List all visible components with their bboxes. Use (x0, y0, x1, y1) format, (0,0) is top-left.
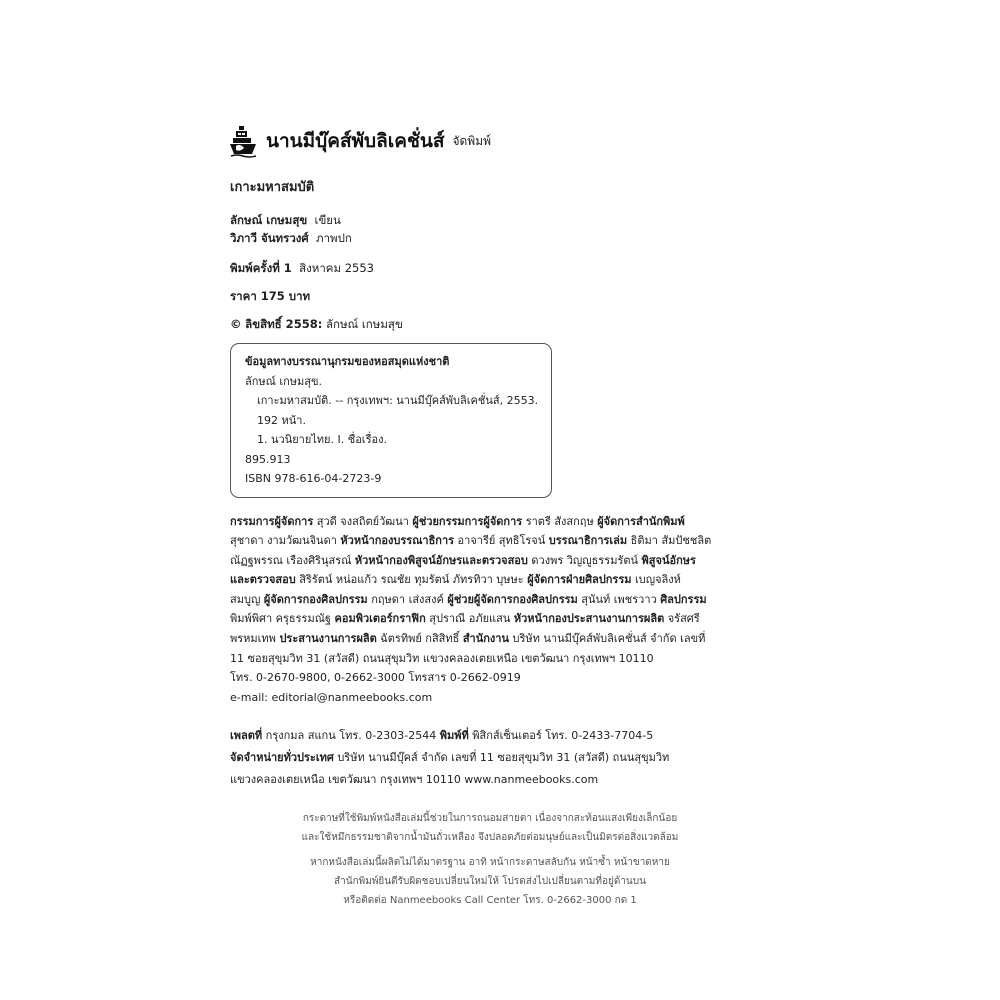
credit-value: กฤษดา เส่งสงค์ (371, 592, 444, 606)
cip-line: ISBN 978-616-04-2723-9 (245, 472, 382, 485)
credit-role: กรรมการผู้จัดการ (230, 514, 314, 528)
cip-line: ลักษณ์ เกษมสุข. (245, 374, 323, 388)
credit-value: เบญจลิงห์ (635, 573, 681, 587)
notice-line: กระดาษที่ใช้พิมพ์หนังสือเล่มนี้ช่วยในการถนอมสายตา เนื่องจากสะท้อนแสงเพียงเล็กน้อย (302, 813, 678, 825)
credit-value: ธิติมา สัมปัชชลิต (630, 534, 712, 548)
publisher-header (230, 118, 750, 164)
illustrator-name: วิภาวี จันทรวงศ์ (230, 231, 309, 245)
copyright-owner: ลักษณ์ เกษมสุข (325, 317, 403, 331)
book-title: เกาะมหาสมบัติ (230, 180, 315, 195)
credit-value: บริษัท นานมีบุ๊คส์พับลิเคชั่นส์ จำกัด เลขที่ (512, 632, 706, 646)
credit-row (230, 590, 750, 610)
credit-row (230, 609, 750, 629)
author-line (230, 211, 750, 229)
notice-line: หรือติดต่อ Nanmeebooks Call Center โทร. 0-2662-3000 กด 1 (343, 895, 637, 907)
edition-date: สิงหาคม 2553 (299, 261, 374, 275)
imprint-page (230, 118, 750, 910)
price-line: ราคา 175 บาท (230, 289, 311, 303)
notice-line: และใช้หมึกธรรมชาติจากน้ำมันถั่วเหลือง จึงปลอดภัยต่อมนุษย์และเป็นมิตรต่อสิ่งแวดล้อม (301, 832, 679, 844)
copyright-symbol: © (230, 317, 242, 331)
credit-role: คอมพิวเตอร์กราฟิก (334, 612, 426, 626)
credit-role: และตรวจสอบ (230, 573, 296, 587)
illustrator-line (230, 229, 750, 247)
credit-value: พิสิกส์เซ็นเตอร์ โทร. 0-2433-7704-5 (472, 729, 654, 743)
notice-line: สำนักพิมพ์ยินดีรับผิดชอบเปลี่ยนใหม่ให้ โปรดส่งไปเปลี่ยนตามที่อยู่ด้านบน (334, 876, 646, 888)
credit-row (230, 531, 750, 551)
credit-row (230, 512, 750, 532)
credit-value: สมบูญ (230, 592, 261, 606)
cip-heading: ข้อมูลทางบรรณานุกรมของหอสมุดแห่งชาติ (245, 355, 450, 368)
credit-role: หัวหน้ากองบรรณาธิการ (340, 534, 455, 548)
paper-notice (230, 809, 750, 910)
credit-role: พิมพ์ที่ (439, 729, 469, 743)
credit-value: e-mail: editorial@nanmeebooks.com (230, 690, 433, 704)
ship-logo-icon (230, 124, 258, 158)
author-role: เขียน (314, 213, 341, 227)
credit-row (230, 769, 750, 791)
credit-value: สุวดี จงสถิตย์วัฒนา (316, 514, 409, 528)
credit-value: ราตรี สังสกฤษ (525, 514, 594, 528)
publisher-role: จัดพิมพ์ (452, 133, 492, 148)
credit-role: ศิลปกรรม (660, 592, 707, 606)
credit-role: ประสานงานการผลิต (279, 632, 377, 646)
printing-info (230, 725, 750, 791)
credit-value: ณัฏฐพรรณ เรืองศิรินุสรณ์ (230, 553, 352, 567)
credit-row (230, 551, 750, 571)
credit-value: แขวงคลองเตยเหนือ เขตวัฒนา กรุงเทพฯ 10110 www.nanmeebooks.com (230, 773, 599, 787)
credit-value: พรหมเทพ (230, 632, 276, 646)
copyright-line (230, 315, 750, 333)
credit-role: บรรณาธิการเล่ม (548, 534, 628, 548)
illustrator-role: ภาพปก (316, 231, 352, 245)
credit-value: กรุงกมล สแกน โทร. 0-2303-2544 (265, 729, 437, 743)
credit-value: 11 ซอยสุขุมวิท 31 (สวัสดี) ถนนสุขุมวิท แขวงคลองเตยเหนือ เขตวัฒนา กรุงเทพฯ 10110 (230, 651, 654, 665)
credit-role: หัวหน้ากองพิสูจน์อักษรและตรวจสอบ (354, 553, 528, 567)
credit-value: บริษัท นานมีบุ๊คส์ จำกัด เลขที่ 11 ซอยสุขุมวิท 31 (สวัสดี) ถนนสุขุมวิท (337, 751, 670, 765)
edition-label: พิมพ์ครั้งที่ 1 (230, 261, 292, 275)
cip-line: 192 หน้า. (257, 413, 306, 427)
credit-row (230, 668, 750, 688)
cip-box (230, 343, 552, 498)
credit-row (230, 570, 750, 590)
credit-role: สำนักงาน (462, 632, 509, 646)
credit-value: อาจารีย์ สุทธิโรจน์ (457, 534, 546, 548)
credit-value: ดวงพร วิญญูธรรมรัตน์ (531, 553, 639, 567)
credit-value: สุปราณี อภัยแสน (429, 612, 511, 626)
credit-value: จรัสศรี (667, 612, 700, 626)
notice-line: หากหนังสือเล่มนี้ผลิตไม่ได้มาตรฐาน อาทิ หน้ากระดาษสลับกัน หน้าซ้ำ หน้าขาดหาย (310, 857, 670, 869)
credit-role: ผู้จัดการกองศิลปกรรม (263, 592, 368, 606)
publisher-name: นานมีบุ๊คส์พับลิเคชั่นส์ (266, 130, 445, 152)
credit-role: พิสูจน์อักษร (641, 553, 696, 567)
credit-row (230, 747, 750, 769)
credit-role: ผู้จัดการฝ่ายศิลปกรรม (527, 573, 632, 587)
credit-row (230, 649, 750, 669)
credit-role: จัดจำหน่ายทั่วประเทศ (230, 751, 334, 765)
credit-role: เพลตที่ (230, 729, 263, 743)
credit-role: หัวหน้ากองประสานงานการผลิต (513, 612, 665, 626)
credit-value: พิมพ์พิศา ครุธรรมณัฐ (230, 612, 331, 626)
credit-role: ผู้ช่วยกรรมการผู้จัดการ (412, 514, 523, 528)
cip-line: 895.913 (245, 452, 291, 466)
credits-block (230, 211, 750, 247)
credit-value: สุชาดา งามวัฒนจินดา (230, 534, 337, 548)
credit-row (230, 688, 750, 708)
credit-value: โทร. 0-2670-9800, 0-2662-3000 โทรสาร 0-2662-0919 (230, 671, 521, 685)
credit-role: ผู้จัดการสำนักพิมพ์ (597, 514, 685, 528)
cip-line: เกาะมหาสมบัติ. -- กรุงเทพฯ: นานมีบุ๊คส์พับลิเคชั่นส์, 2553. (257, 394, 539, 407)
credit-role: ผู้ช่วยผู้จัดการกองศิลปกรรม (447, 592, 578, 606)
credit-value: ฉัตรทิพย์ กสิสิทธิ์ (380, 632, 460, 646)
cip-line: 1. นวนิยายไทย. I. ชื่อเรื่อง. (257, 433, 387, 446)
credit-row (230, 725, 750, 747)
copyright-label: ลิขสิทธิ์ 2558: (245, 317, 323, 331)
edition-line (230, 259, 750, 277)
credit-value: สุนันท์ เพชรวาว (581, 592, 657, 606)
staff-credits (230, 512, 750, 708)
credit-value: สิริรัตน์ หน่อแก้ว รณชัย ทุมรัตน์ ภัทรทิวา บุษษะ (299, 573, 524, 587)
credit-row (230, 629, 750, 649)
author-name: ลักษณ์ เกษมสุข (230, 213, 308, 227)
